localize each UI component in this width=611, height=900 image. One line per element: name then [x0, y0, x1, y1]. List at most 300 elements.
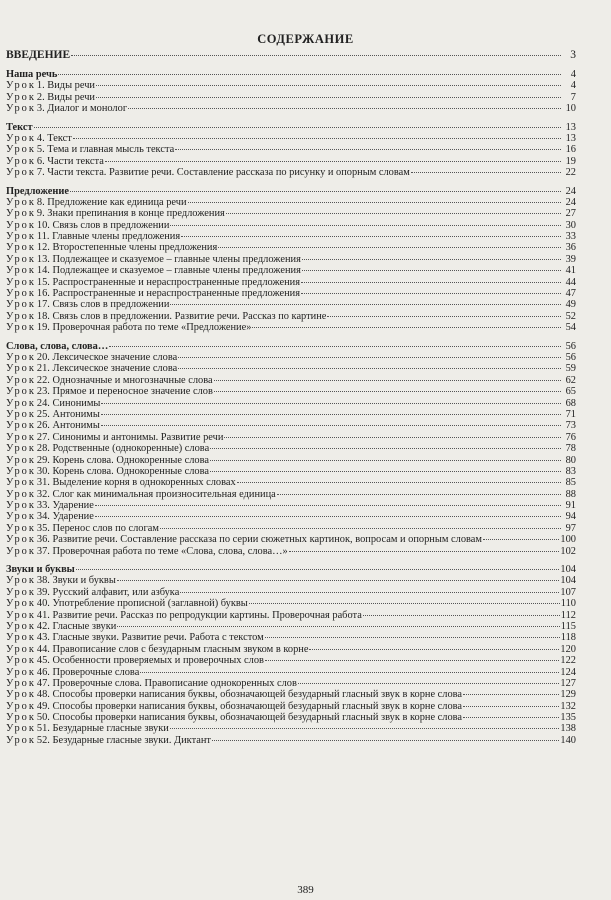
lesson-number: 34	[36, 511, 48, 523]
lesson-label	[6, 644, 308, 655]
section-title: Слова, слова, слова…	[6, 340, 109, 352]
lesson-number: 6	[36, 155, 43, 167]
lesson-number-dot: .	[47, 500, 53, 512]
lesson-page: 41	[565, 265, 576, 277]
lesson-word: Урок	[6, 598, 36, 610]
lesson-title: Тема и главная мысль текста	[47, 144, 175, 156]
lesson-word: Урок	[6, 103, 36, 115]
dot-leader	[140, 672, 559, 673]
lesson-label	[6, 546, 288, 557]
lesson-page: 102	[560, 545, 576, 557]
lesson-page: 47	[565, 288, 576, 300]
lesson-word: Урок	[6, 609, 36, 621]
toc-lesson	[6, 265, 576, 276]
lesson-title: Предложение как единица речи	[47, 196, 187, 208]
toc-lesson	[6, 511, 576, 522]
lesson-page: 107	[560, 586, 576, 598]
dot-leader	[178, 357, 561, 358]
toc-lesson	[6, 208, 576, 219]
lesson-number: 39	[36, 586, 48, 598]
lesson-label	[6, 455, 209, 466]
lesson-page: 88	[565, 488, 576, 500]
lesson-number: 47	[36, 677, 48, 689]
dot-leader	[252, 327, 561, 328]
lesson-label	[6, 489, 276, 500]
lesson-title: Корень слова. Однокоренные слова	[52, 454, 209, 466]
toc-lesson	[6, 420, 576, 431]
dot-leader	[76, 569, 560, 570]
lesson-page: 132	[560, 700, 576, 712]
toc-lesson	[6, 523, 576, 534]
lesson-number-dot: .	[47, 454, 53, 466]
lesson-label	[6, 575, 116, 586]
lesson-page: 52	[565, 310, 576, 322]
lesson-word: Урок	[6, 242, 36, 254]
lesson-page: 30	[565, 219, 576, 231]
lesson-label	[6, 92, 95, 103]
lesson-title: Слог как минимальная произносительная единица	[52, 488, 276, 500]
lesson-number-dot: .	[42, 208, 48, 220]
lesson-number: 33	[36, 500, 48, 512]
lesson-title: Безударные гласные звуки. Диктант	[52, 734, 211, 746]
lesson-title: Второстепенные члены предложения	[52, 242, 218, 254]
toc-lesson	[6, 587, 576, 598]
lesson-label	[6, 420, 100, 431]
lesson-number-dot: .	[42, 91, 48, 103]
toc-lesson	[6, 701, 576, 712]
lesson-label	[6, 254, 301, 265]
lesson-number-dot: .	[42, 132, 48, 144]
lesson-word: Урок	[6, 351, 36, 363]
lesson-number: 12	[36, 242, 48, 254]
lesson-label	[6, 432, 223, 443]
lesson-label	[6, 208, 225, 219]
lesson-word: Урок	[6, 454, 36, 466]
lesson-number: 52	[36, 734, 48, 746]
lesson-word: Урок	[6, 231, 36, 243]
lesson-title: Выделение корня в однокоренных словах	[52, 477, 236, 489]
lesson-number: 7	[36, 167, 43, 179]
toc-section	[6, 186, 576, 197]
lesson-number: 27	[36, 431, 48, 443]
lesson-label	[6, 511, 94, 522]
toc-lesson	[6, 455, 576, 466]
dot-leader	[218, 247, 561, 248]
lesson-number: 49	[36, 700, 48, 712]
lesson-word: Урок	[6, 620, 36, 632]
lesson-title: Ударение	[52, 500, 94, 512]
toc-section	[6, 564, 576, 575]
dot-leader	[226, 213, 561, 214]
lesson-page: 22	[565, 167, 576, 179]
lesson-word: Урок	[6, 465, 36, 477]
dot-leader	[463, 706, 559, 707]
lesson-page: 83	[565, 465, 576, 477]
lesson-title: Корень слова. Однокоренные слова	[52, 465, 209, 477]
lesson-label	[6, 352, 177, 363]
lesson-label	[6, 299, 169, 310]
lesson-number: 44	[36, 643, 48, 655]
dot-leader	[170, 225, 561, 226]
dot-leader	[301, 282, 561, 283]
toc-lesson	[6, 575, 576, 586]
toc-lesson	[6, 398, 576, 409]
lesson-label	[6, 655, 264, 666]
lesson-number-dot: .	[47, 677, 53, 689]
dot-leader	[483, 539, 559, 540]
lesson-number-dot: .	[47, 397, 53, 409]
dot-leader	[224, 437, 561, 438]
lesson-label	[6, 277, 300, 288]
lesson-label	[6, 477, 236, 488]
lesson-number: 11	[36, 231, 47, 243]
lesson-title: Виды речи	[47, 91, 95, 103]
dot-leader	[105, 161, 561, 162]
toc-lesson	[6, 363, 576, 374]
lesson-number-dot: .	[47, 700, 53, 712]
dot-leader	[70, 191, 561, 192]
toc-lesson	[6, 311, 576, 322]
lesson-label	[6, 386, 213, 397]
lesson-label	[6, 80, 95, 91]
toc-lesson	[6, 375, 576, 386]
lesson-number-dot: .	[47, 322, 53, 334]
page-title: СОДЕРЖАНИЕ	[257, 32, 354, 46]
lesson-number: 20	[36, 351, 48, 363]
lesson-number-dot: .	[47, 465, 53, 477]
lesson-word: Урок	[6, 677, 36, 689]
lesson-title: Диалог и монолог	[47, 103, 128, 115]
lesson-label	[6, 265, 301, 276]
toc-lesson	[6, 409, 576, 420]
lesson-page: 112	[560, 609, 576, 621]
toc-lesson	[6, 598, 576, 609]
dot-leader	[327, 316, 561, 317]
dot-leader	[109, 346, 561, 347]
lesson-number-dot: .	[47, 242, 53, 254]
lesson-title: Развитие речи. Рассказ по репродукции картины. Проверочная работа	[52, 609, 362, 621]
lesson-number: 48	[36, 689, 48, 701]
lesson-number: 35	[36, 522, 48, 534]
dot-leader	[463, 694, 559, 695]
toc-lesson	[6, 655, 576, 666]
lesson-title: Гласные звуки. Развитие речи. Работа с текстом	[52, 632, 264, 644]
toc-lesson	[6, 80, 576, 91]
lesson-number-dot: .	[47, 265, 53, 277]
lesson-word: Урок	[6, 545, 36, 557]
lesson-title: Безударные гласные звуки	[52, 723, 169, 735]
lesson-page: 24	[565, 196, 576, 208]
lesson-page: 118	[560, 632, 576, 644]
lesson-number: 45	[36, 655, 48, 667]
lesson-title: Проверочные слова	[52, 666, 140, 678]
lesson-title: Прямое и переносное значение слов	[52, 386, 213, 398]
toc-lesson	[6, 288, 576, 299]
lesson-number: 29	[36, 454, 48, 466]
lesson-number-dot: .	[47, 276, 53, 288]
lesson-word: Урок	[6, 208, 36, 220]
lesson-word: Урок	[6, 723, 36, 735]
lesson-number: 43	[36, 632, 48, 644]
lesson-title: Текст	[47, 132, 72, 144]
lesson-number-dot: .	[47, 386, 53, 398]
lesson-label	[6, 322, 251, 333]
lesson-title: Синонимы	[52, 397, 101, 409]
toc-lesson	[6, 144, 576, 155]
lesson-word: Урок	[6, 265, 36, 277]
dot-leader	[117, 626, 559, 627]
lesson-number-dot: .	[47, 522, 53, 534]
toc-lesson	[6, 277, 576, 288]
lesson-label	[6, 610, 362, 621]
lesson-word: Урок	[6, 511, 36, 523]
lesson-title: Связь слов в предложении	[52, 219, 170, 231]
dot-leader	[96, 97, 561, 98]
lesson-label	[6, 409, 100, 420]
lesson-word: Урок	[6, 700, 36, 712]
lesson-number: 2	[36, 91, 43, 103]
dot-leader	[214, 391, 561, 392]
lesson-number-dot: .	[47, 310, 53, 322]
section-title: Предложение	[6, 185, 69, 197]
lesson-title: Антонимы	[52, 408, 100, 420]
lesson-page: 65	[565, 386, 576, 398]
lesson-number-dot: .	[47, 620, 53, 632]
lesson-page: 138	[560, 723, 576, 735]
lesson-number-dot: .	[47, 609, 53, 621]
lesson-label	[6, 167, 410, 178]
lesson-number-dot: .	[47, 253, 53, 265]
dot-leader	[210, 471, 561, 472]
toc-lesson	[6, 197, 576, 208]
dot-leader	[265, 637, 560, 638]
dot-leader	[188, 202, 561, 203]
lesson-number-dot: .	[47, 443, 53, 455]
toc-lesson	[6, 689, 576, 700]
dot-leader	[214, 380, 561, 381]
lesson-number: 5	[36, 144, 43, 156]
lesson-number: 36	[36, 534, 48, 546]
lesson-label	[6, 103, 127, 114]
dot-leader	[210, 448, 561, 449]
lesson-number: 41	[36, 609, 48, 621]
lesson-title: Перенос слов по слогам	[52, 522, 159, 534]
lesson-number-dot: .	[47, 351, 53, 363]
dot-leader	[160, 528, 561, 529]
lesson-number-dot: .	[47, 723, 53, 735]
lesson-title: Главные члены предложения	[52, 231, 181, 243]
section-title: Наша речь	[6, 69, 58, 80]
toc-lesson	[6, 156, 576, 167]
lesson-word: Урок	[6, 734, 36, 746]
lesson-word: Урок	[6, 689, 36, 701]
lesson-label	[6, 288, 300, 299]
lesson-number-dot: .	[47, 689, 53, 701]
lesson-label	[6, 534, 482, 545]
dot-leader	[128, 108, 561, 109]
lesson-number-dot: .	[42, 80, 48, 92]
lesson-number-dot: .	[47, 534, 53, 546]
lesson-title: Подлежащее и сказуемое – главные члены предложения	[52, 253, 301, 265]
lesson-label	[6, 523, 159, 534]
lesson-page: 78	[565, 443, 576, 455]
lesson-label	[6, 466, 209, 477]
lesson-word: Урок	[6, 219, 36, 231]
lesson-word: Урок	[6, 443, 36, 455]
lesson-label	[6, 500, 94, 511]
lesson-number: 31	[36, 477, 48, 489]
lesson-word: Урок	[6, 397, 36, 409]
lesson-title: Распространенные и нераспространенные предложения	[52, 276, 300, 288]
lesson-page: 4	[570, 80, 576, 92]
lesson-page: 73	[565, 420, 576, 432]
lesson-label	[6, 398, 100, 409]
lesson-number: 8	[36, 196, 43, 208]
lesson-label	[6, 242, 217, 253]
toc-lesson	[6, 220, 576, 231]
lesson-number: 51	[36, 723, 48, 735]
dot-leader	[175, 149, 561, 150]
dot-leader	[302, 259, 561, 260]
lesson-title: Употребление прописной (заглавной) буквы	[52, 598, 248, 610]
dot-leader	[170, 304, 561, 305]
lesson-number-dot: .	[47, 420, 53, 432]
toc-lesson	[6, 667, 576, 678]
lesson-word: Урок	[6, 586, 36, 598]
lesson-word: Урок	[6, 299, 36, 311]
lesson-title: Лексическое значение слова	[52, 351, 178, 363]
lesson-word: Урок	[6, 132, 36, 144]
lesson-label	[6, 197, 187, 208]
lesson-label	[6, 621, 116, 632]
lesson-word: Урок	[6, 632, 36, 644]
lesson-title: Знаки препинания в конце предложения	[47, 208, 225, 220]
lesson-word: Урок	[6, 374, 36, 386]
lesson-number: 23	[36, 386, 48, 398]
toc-lesson	[6, 299, 576, 310]
toc-lesson	[6, 534, 576, 545]
lesson-page: 115	[560, 620, 576, 632]
lesson-word: Урок	[6, 363, 36, 375]
lesson-title: Антонимы	[52, 420, 100, 432]
lesson-number: 4	[36, 132, 43, 144]
lesson-label	[6, 231, 180, 242]
lesson-page: 120	[560, 643, 576, 655]
lesson-word: Урок	[6, 500, 36, 512]
lesson-number-dot: .	[47, 643, 53, 655]
lesson-number: 3	[36, 103, 43, 115]
lesson-page: 27	[565, 208, 576, 220]
toc-lesson	[6, 231, 576, 242]
lesson-number: 18	[36, 310, 48, 322]
lesson-page: 49	[565, 299, 576, 311]
lesson-number-dot: .	[42, 196, 48, 208]
lesson-page: 16	[565, 144, 576, 156]
lesson-title: Способы проверки написания буквы, обозначающей безударный гласный звук в корне слова	[52, 712, 463, 724]
dot-leader	[298, 683, 560, 684]
section-page: 13	[565, 121, 576, 133]
dot-leader	[58, 74, 561, 75]
section-page: 56	[565, 340, 576, 352]
lesson-number-dot: .	[47, 712, 53, 724]
lesson-number: 14	[36, 265, 48, 277]
lesson-number-dot: .	[47, 666, 53, 678]
lesson-number: 1	[36, 80, 43, 92]
lesson-title: Лексическое значение слова	[52, 363, 178, 375]
dot-leader	[181, 236, 561, 237]
lesson-title: Проверочные слова. Правописание однокоренных слов	[52, 677, 297, 689]
lesson-label	[6, 598, 248, 609]
dot-leader	[101, 425, 561, 426]
dot-leader	[237, 482, 561, 483]
toc-lesson	[6, 92, 576, 103]
lesson-page: 44	[565, 276, 576, 288]
lesson-title: Проверочная работа по теме «Предложение»	[52, 322, 252, 334]
dot-leader	[411, 172, 561, 173]
toc-lesson	[6, 610, 576, 621]
dot-leader	[117, 580, 560, 581]
lesson-title: Распространенные и нераспространенные предложения	[52, 288, 300, 300]
lesson-label	[6, 144, 174, 155]
lesson-word: Урок	[6, 91, 36, 103]
lesson-page: 7	[570, 91, 576, 103]
lesson-number-dot: .	[46, 231, 53, 243]
toc-lesson	[6, 735, 576, 746]
lesson-word: Урок	[6, 386, 36, 398]
lesson-number-dot: .	[47, 598, 53, 610]
lesson-title: Ударение	[52, 511, 94, 523]
lesson-word: Урок	[6, 408, 36, 420]
lesson-number: 17	[36, 299, 48, 311]
lesson-label	[6, 723, 169, 734]
toc-lesson	[6, 254, 576, 265]
dot-leader	[95, 505, 561, 506]
dot-leader	[277, 494, 561, 495]
lesson-label	[6, 220, 169, 231]
lesson-page: 80	[565, 454, 576, 466]
lesson-title: Особенности проверяемых и проверочных слов	[52, 655, 264, 667]
lesson-page: 10	[565, 103, 576, 115]
toc-lesson	[6, 712, 576, 723]
lesson-number-dot: .	[42, 144, 48, 156]
lesson-label	[6, 678, 297, 689]
lesson-label	[6, 363, 177, 374]
lesson-number-dot: .	[47, 299, 53, 311]
lesson-page: 129	[560, 689, 576, 701]
lesson-number: 24	[36, 397, 48, 409]
toc-lesson	[6, 443, 576, 454]
section-title: ВВЕДЕНИЕ	[6, 49, 71, 61]
lesson-number: 46	[36, 666, 48, 678]
dot-leader	[34, 127, 561, 128]
lesson-number-dot: .	[47, 734, 53, 746]
section-page: 24	[565, 185, 576, 197]
toc-section	[6, 122, 576, 133]
toc-lesson	[6, 621, 576, 632]
lesson-page: 62	[565, 374, 576, 386]
lesson-number: 26	[36, 420, 48, 432]
lesson-page: 71	[565, 408, 576, 420]
dot-leader	[210, 460, 561, 461]
lesson-number: 21	[36, 363, 48, 375]
lesson-page: 36	[565, 242, 576, 254]
dot-leader	[73, 138, 561, 139]
lesson-page: 85	[565, 477, 576, 489]
lesson-page: 39	[565, 253, 576, 265]
lesson-label	[6, 701, 462, 712]
lesson-page: 19	[565, 155, 576, 167]
lesson-word: Урок	[6, 322, 36, 334]
